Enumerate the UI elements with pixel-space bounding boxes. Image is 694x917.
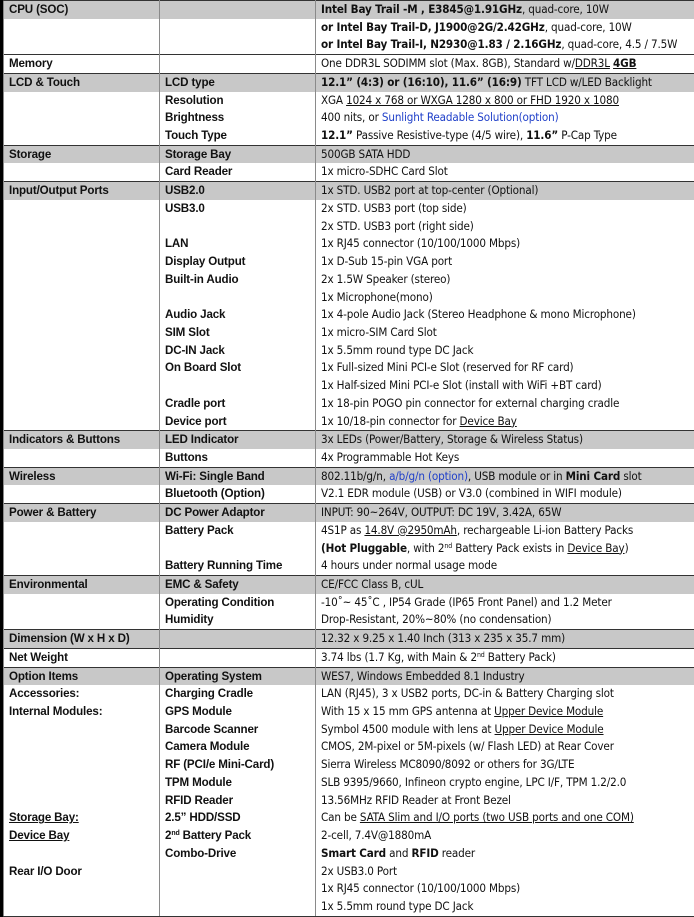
spec-value-text: 4 hours under normal usage mode [321,558,497,572]
spec-category [4,880,160,898]
spec-category [4,594,160,612]
spec-value-text: Can be [321,810,360,824]
spec-item: Charging Cradle [160,685,316,703]
spec-value-text: P-Cap Type [558,128,617,142]
spec-row [4,845,694,863]
spec-value-text: 1x D-Sub 15-pin VGA port [321,254,452,268]
spec-value [316,289,694,307]
spec-value [316,809,694,827]
spec-row [4,880,694,898]
spec-row [4,395,694,413]
spec-value-text: 1x Half-sized Mini PCI-e Slot (install with WiFi +BT card) [321,378,602,392]
spec-category: Device Bay [4,827,160,845]
spec-value-text: 1024 x 768 or WXGA 1280 x 800 or FHD 1920 x 1080 [346,93,619,107]
spec-category [4,413,160,431]
spec-value-text: Mini Card [566,469,621,483]
spec-item: Built-in Audio [160,271,316,289]
spec-category [4,109,160,127]
spec-value [316,395,694,413]
spec-row [4,342,694,360]
spec-value-text: Battery Pack exists in [452,541,567,555]
spec-value [316,182,694,200]
spec-row [4,163,694,181]
spec-item: Audio Jack [160,306,316,324]
spec-value-text: Upper Device Module [495,722,604,736]
spec-value [316,73,694,91]
spec-value [316,92,694,110]
spec-value [316,485,694,503]
spec-value [316,594,694,612]
spec-value [316,576,694,594]
spec-value-text: 4S1P as [321,523,364,537]
spec-row [4,738,694,756]
spec-value-text: 2x STD. USB3 port (right side) [321,219,474,233]
spec-item: Battery Pack [160,522,316,540]
spec-value-text: 1x 5.5mm round type DC Jack [321,899,473,913]
spec-category [4,127,160,145]
spec-row [4,253,694,271]
spec-value-text: Drop-Resistant, 20%~80% (no condensation) [321,612,551,626]
spec-row [4,648,694,667]
spec-category [4,253,160,271]
spec-value-text: Passive Resistive-type (4/5 wire), [353,128,526,142]
spec-row [4,200,694,218]
spec-value-text: 1x 18-pin POGO pin connector for external charging cradle [321,396,619,410]
spec-row [4,630,694,649]
spec-category: Storage [4,145,160,163]
spec-item: Cradle port [160,395,316,413]
spec-value-text: 2x 1.5W Speaker (stereo) [321,272,450,286]
spec-item: USB3.0 [160,200,316,218]
spec-category: Memory [4,55,160,74]
spec-value [316,467,694,485]
spec-value [316,845,694,863]
spec-value-text: 12.1” (4:3) or (16:10), 11.6” (16:9) [321,75,522,89]
spec-value [316,685,694,703]
spec-value-text: -10˚~ 45˚C , IP54 Grade (IP65 Front Panel) and 1.2 Meter [321,595,612,609]
spec-value-text: reader [439,846,475,860]
spec-row [4,774,694,792]
spec-row [4,863,694,881]
spec-value-text: 3.74 lbs (1.7 Kg, with Main & 2 [321,650,477,664]
spec-category [4,611,160,629]
spec-row [4,289,694,307]
spec-value [316,667,694,685]
spec-value [316,504,694,522]
spec-row [4,576,694,594]
spec-category: Wireless [4,467,160,485]
spec-row [4,485,694,503]
spec-category [4,756,160,774]
spec-item: Resolution [160,92,316,110]
spec-category [4,485,160,503]
spec-value-text: 2x STD. USB3 port (top side) [321,201,467,215]
spec-value [316,19,694,37]
spec-row [4,235,694,253]
spec-value-text: INPUT: 90~264V, OUTPUT: DC 19V, 3.42A, 65W [321,505,561,519]
spec-value-text: 1x RJ45 connector (10/100/1000 Mbps) [321,236,520,250]
spec-row [4,55,694,74]
spec-value-text: (Hot Pluggable [321,541,407,555]
spec-item [160,377,316,395]
spec-value [316,55,694,74]
spec-value-text: 400 nits, or [321,110,382,124]
spec-row [4,145,694,163]
spec-category [4,324,160,342]
spec-category [4,522,160,540]
spec-value-text: XGA [321,93,346,107]
spec-row [4,271,694,289]
spec-category: CPU (SOC) [4,1,160,19]
spec-category [4,218,160,236]
spec-item: 2.5” HDD/SSD [160,809,316,827]
spec-value [316,431,694,449]
spec-row [4,359,694,377]
spec-value [316,413,694,431]
spec-category [4,377,160,395]
spec-value [316,342,694,360]
spec-value-text: SLB 9395/9660, Infineon crypto engine, LPC I/F, TPM 1.2/2.0 [321,775,626,789]
spec-value-text: 12.1” [321,128,353,142]
spec-category [4,289,160,307]
spec-row [4,182,694,200]
spec-item: Buttons [160,449,316,467]
spec-item: Card Reader [160,163,316,181]
spec-row [4,19,694,37]
spec-item: On Board Slot [160,359,316,377]
spec-value-text: 1x Full-sized Mini PCI-e Slot (reserved for RF card) [321,360,573,374]
spec-value [316,127,694,145]
spec-category [4,898,160,916]
spec-value [316,611,694,629]
spec-value [316,827,694,845]
spec-category: Rear I/O Door [4,863,160,881]
spec-item: RFID Reader [160,792,316,810]
spec-row [4,792,694,810]
spec-category [4,200,160,218]
spec-item: Humidity [160,611,316,629]
spec-value [316,271,694,289]
spec-value [316,163,694,181]
spec-value-text: Sierra Wireless MC8090/8092 or others for 3G/LTE [321,757,574,771]
spec-value-text: 12.32 x 9.25 x 1.40 Inch (313 x 235 x 35.7 mm) [321,631,565,645]
spec-row [4,467,694,485]
spec-value [316,648,694,667]
spec-item: LED Indicator [160,431,316,449]
spec-category [4,19,160,37]
spec-value [316,359,694,377]
spec-value-text: Device Bay [567,541,624,555]
spec-category [4,540,160,558]
spec-value [316,449,694,467]
spec-value-text: 2-cell, 7.4V@1880mA [321,828,431,842]
spec-item: Barcode Scanner [160,721,316,739]
spec-row [4,540,694,558]
spec-item [160,898,316,916]
spec-value-text: and [386,846,412,860]
spec-value-text: WES7, Windows Embedded 8.1 Industry [321,669,525,683]
spec-row [4,449,694,467]
spec-value-text: nd [444,542,452,550]
spec-value-text: 1x RJ45 connector (10/100/1000 Mbps) [321,881,520,895]
spec-category [4,774,160,792]
spec-table-body [4,1,694,917]
spec-value-text: Upper Device Module [494,704,603,718]
spec-value-text: 1x 5.5mm round type DC Jack [321,343,473,357]
spec-item [160,218,316,236]
spec-value-text: Battery Pack) [485,650,556,664]
spec-category [4,271,160,289]
spec-value-text: 3x LEDs (Power/Battery, Storage & Wireless Status) [321,432,583,446]
spec-category: LCD & Touch [4,73,160,91]
spec-value-text: CE/FCC Class B, cUL [321,577,423,591]
spec-value [316,145,694,163]
spec-value-text: 1x micro-SDHC Card Slot [321,164,448,178]
spec-item: LAN [160,235,316,253]
spec-item: LCD type [160,73,316,91]
spec-category [4,359,160,377]
spec-value-text: 13.56MHz RFID Reader at Front Bezel [321,793,511,807]
spec-category: Input/Output Ports [4,182,160,200]
spec-item: DC-IN Jack [160,342,316,360]
spec-value-text: , quad-core, 10W [522,2,609,16]
spec-value-text: or Intel Bay Trail-D, J1900@2G/2.42GHz [321,20,545,34]
spec-row [4,522,694,540]
spec-value-text: Sunlight Readable Solution(option) [382,110,559,124]
spec-row [4,827,694,845]
spec-item [160,1,316,19]
spec-value-text: a/b/g/n (option) [389,469,468,483]
spec-value-text: Intel Bay Trail -M , E3845@1.91GHz [321,2,522,16]
spec-value [316,703,694,721]
spec-row [4,721,694,739]
spec-value [316,218,694,236]
spec-row [4,109,694,127]
spec-value-text: 1x STD. USB2 port at top-center (Optional) [321,183,538,197]
spec-category: Accessories: [4,685,160,703]
spec-value-text: SATA Slim and I/O ports (two USB ports and one COM) [360,810,634,824]
spec-category [4,738,160,756]
spec-row [4,377,694,395]
spec-item: DC Power Adaptor [160,504,316,522]
spec-value-text: , quad-core, 4.5 / 7.5W [561,37,677,51]
spec-category [4,92,160,110]
spec-item: Touch Type [160,127,316,145]
spec-category: Storage Bay: [4,809,160,827]
spec-item: Display Output [160,253,316,271]
spec-row [4,127,694,145]
spec-value [316,200,694,218]
spec-item [160,630,316,649]
spec-item: EMC & Safety [160,576,316,594]
spec-value [316,235,694,253]
spec-row [4,306,694,324]
spec-item: Brightness [160,109,316,127]
spec-value-text: 1x micro-SIM Card Slot [321,325,437,339]
spec-value [316,557,694,575]
spec-item: 2nd Battery Pack [160,827,316,845]
spec-value-text: One DDR3L SODIMM slot (Max. 8GB), Standard w/ [321,56,575,70]
spec-value [316,324,694,342]
spec-row [4,431,694,449]
spec-item [160,55,316,74]
spec-item [160,36,316,54]
spec-row [4,703,694,721]
spec-value [316,36,694,54]
spec-value-text: 4GB [613,56,636,70]
spec-category [4,449,160,467]
spec-value-text: RFID [412,846,439,860]
spec-value [316,1,694,19]
spec-value-text: or Intel Bay Trail-I, N2930@1.83 / 2.16GHz [321,37,561,51]
spec-row [4,809,694,827]
spec-category [4,845,160,863]
spec-value [316,109,694,127]
spec-item [160,880,316,898]
spec-category: Dimension (W x H x D) [4,630,160,649]
spec-value [316,253,694,271]
spec-value-text: With 15 x 15 mm GPS antenna at [321,704,494,718]
spec-value [316,774,694,792]
spec-item: Device port [160,413,316,431]
spec-value [316,792,694,810]
spec-value-text: Symbol 4500 module with lens at [321,722,495,736]
spec-value-text: 11.6” [526,128,558,142]
spec-value [316,756,694,774]
spec-category: Power & Battery [4,504,160,522]
spec-row [4,685,694,703]
spec-value-text: CMOS, 2M-pixel or 5M-pixels (w/ Flash LED) at Rear Cover [321,739,614,753]
spec-value-text: ) [625,541,629,555]
spec-value-text: 1x Microphone(mono) [321,290,433,304]
spec-value-text: LAN (RJ45), 3 x USB2 ports, DC-in & Battery Charging slot [321,686,614,700]
spec-row [4,413,694,431]
spec-row [4,36,694,54]
spec-category [4,342,160,360]
spec-category [4,721,160,739]
spec-item: Operating System [160,667,316,685]
spec-item: RF (PCI/e Mini-Card) [160,756,316,774]
spec-item: Operating Condition [160,594,316,612]
spec-table [3,0,694,917]
spec-value-text: DDR3L [575,56,610,70]
spec-item: TPM Module [160,774,316,792]
spec-category: Net Weight [4,648,160,667]
spec-item [160,289,316,307]
spec-item [160,648,316,667]
spec-value-text: 1x 10/18-pin connector for [321,414,460,428]
spec-value-text: 802.11b/g/n, [321,469,389,483]
spec-category: Indicators & Buttons [4,431,160,449]
spec-item: Wi-Fi: Single Band [160,467,316,485]
spec-value-text: TFT LCD w/LED Backlight [522,75,652,89]
spec-category [4,36,160,54]
spec-value-text: Smart Card [321,846,386,860]
spec-category [4,235,160,253]
spec-value [316,522,694,540]
spec-item: GPS Module [160,703,316,721]
spec-value-text: 4x Programmable Hot Keys [321,450,459,464]
spec-category [4,395,160,413]
spec-row [4,898,694,916]
spec-row [4,73,694,91]
spec-value [316,863,694,881]
spec-value-text: Device Bay [460,414,517,428]
spec-value-text: , with 2 [407,541,445,555]
spec-value-text: V2.1 EDR module (USB) or V3.0 (combined in WIFI module) [321,486,622,500]
spec-category: Option Items [4,667,160,685]
spec-item: Storage Bay [160,145,316,163]
spec-item: Camera Module [160,738,316,756]
spec-value [316,721,694,739]
spec-value-text: , USB module or in [468,469,566,483]
spec-value [316,898,694,916]
spec-value-text: slot [620,469,641,483]
spec-category [4,306,160,324]
spec-row [4,504,694,522]
spec-item: Battery Running Time [160,557,316,575]
spec-value-text: nd [477,651,485,659]
spec-item: Bluetooth (Option) [160,485,316,503]
spec-row [4,1,694,19]
spec-category [4,557,160,575]
spec-item [160,540,316,558]
spec-value [316,738,694,756]
spec-value [316,377,694,395]
spec-item [160,863,316,881]
spec-category: Environmental [4,576,160,594]
spec-value-text: 1x 4-pole Audio Jack (Stereo Headphone & mono Microphone) [321,307,636,321]
spec-row [4,557,694,575]
spec-value-text: 14.8V @2950mAh [364,523,456,537]
spec-row [4,594,694,612]
spec-row [4,611,694,629]
spec-value-text: , quad-core, 10W [545,20,632,34]
spec-value [316,630,694,649]
spec-row [4,92,694,110]
spec-category [4,792,160,810]
spec-item: USB2.0 [160,182,316,200]
spec-category [4,163,160,181]
spec-row [4,756,694,774]
spec-row [4,218,694,236]
spec-item [160,19,316,37]
spec-row [4,667,694,685]
spec-value [316,540,694,558]
spec-item: Combo-Drive [160,845,316,863]
spec-category: Internal Modules: [4,703,160,721]
spec-value-text: 500GB SATA HDD [321,147,410,161]
spec-value-text: 2x USB3.0 Port [321,864,397,878]
spec-item: SIM Slot [160,324,316,342]
spec-value [316,306,694,324]
spec-value [316,880,694,898]
spec-row [4,324,694,342]
spec-value-text: , rechargeable Li-ion Battery Packs [457,523,633,537]
